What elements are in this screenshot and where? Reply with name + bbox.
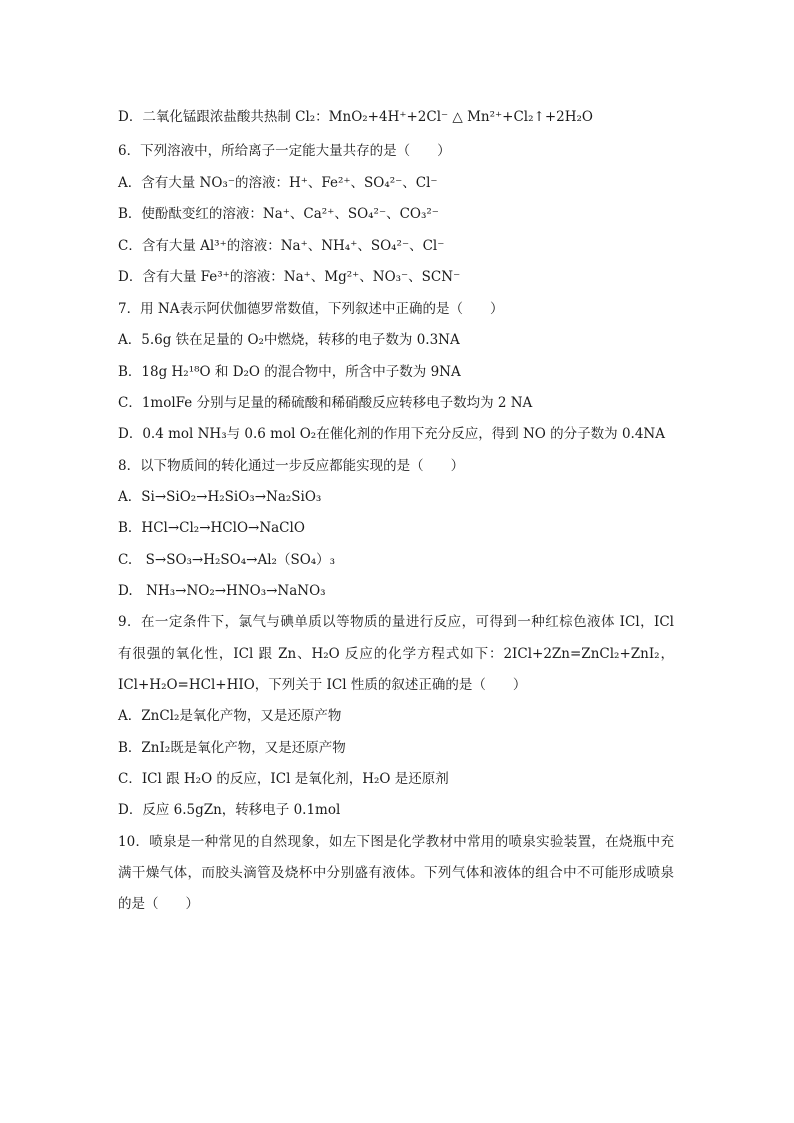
q7-stem: 7．用 NA表示阿伏伽德罗常数值，下列叙述中正确的是（ ） [118,301,504,317]
q6-option-a: A．含有大量 NO₃⁻的溶液：H⁺、Fe²⁺、SO₄²⁻、Cl⁻ [118,175,438,191]
q7-option-c: C．1molFe 分别与足量的稀硫酸和稀硝酸反应转移电子数均为 2 NA [118,395,533,411]
q8-stem: 8．以下物质间的转化通过一步反应都能实现的是（ ） [118,458,465,474]
q7-option-b: B．18g H₂¹⁸O 和 D₂O 的混合物中，所含中子数为 9NA [118,364,461,380]
q8-option-a: A．Si→SiO₂→H₂SiO₃→Na₂SiO₃ [118,489,322,505]
q6-stem: 6．下列溶液中，所给离子一定能大量共存的是（ ） [118,143,451,159]
q9-option-c: C．ICl 跟 H₂O 的反应，ICl 是氧化剂，H₂O 是还原剂 [118,771,449,787]
q9-stem-line-3: ICl+H₂O=HCl+HIO，下列关于 ICl 性质的叙述正确的是（ ） [118,677,527,693]
q8-option-d: D. NH₃→NO₂→HNO₃→NaNO₃ [118,583,326,599]
q10-stem-line-3: 的是（ ） [118,896,199,912]
q9-option-b: B．ZnI₂既是氧化产物，又是还原产物 [118,740,346,756]
q6-option-d: D．含有大量 Fe³⁺的溶液：Na⁺、Mg²⁺、NO₃⁻、SCN⁻ [118,269,461,285]
q7-option-a: A．5.6g 铁在足量的 O₂中燃烧，转移的电子数为 0.3NA [118,332,460,348]
q5-option-d: D．二氧化锰跟浓盐酸共热制 Cl₂：MnO₂+4H⁺+2Cl⁻ △ Mn²⁺+Cl₂↑+2H₂O [118,109,593,125]
q9-stem-line-1: 9．在一定条件下，氯气与碘单质以等物质的量进行反应，可得到一种红棕色液体 ICl，ICl [118,614,674,630]
q10-stem-line-2: 满干燥气体，而胶头滴管及烧杯中分别盛有液体。下列气体和液体的组合中不可能形成喷泉 [118,865,674,881]
q7-option-d: D．0.4 mol NH₃与 0.6 mol O₂在催化剂的作用下充分反应，得到 NO 的分子数为 0.4NA [118,426,665,442]
q9-option-d: D．反应 6.5gZn，转移电子 0.1mol [118,802,341,818]
q9-option-a: A．ZnCl₂是氧化产物，又是还原产物 [118,708,342,724]
q10-stem-line-1: 10．喷泉是一种常见的自然现象，如左下图是化学教材中常用的喷泉实验装置，在烧瓶中充 [118,834,674,850]
q8-option-b: B．HCl→Cl₂→HClO→NaClO [118,520,305,536]
q8-option-c: C. S→SO₃→H₂SO₄→Al₂（SO₄）₃ [118,552,336,568]
q9-stem-line-2: 有很强的氧化性，ICl 跟 Zn、H₂O 反应的化学方程式如下：2ICl+2Zn=ZnCl₂+ZnI₂， [118,646,674,662]
q6-option-b: B．使酚酞变红的溶液：Na⁺、Ca²⁺、SO₄²⁻、CO₃²⁻ [118,206,439,222]
q6-option-c: C．含有大量 Al³⁺的溶液：Na⁺、NH₄⁺、SO₄²⁻、Cl⁻ [118,238,445,254]
